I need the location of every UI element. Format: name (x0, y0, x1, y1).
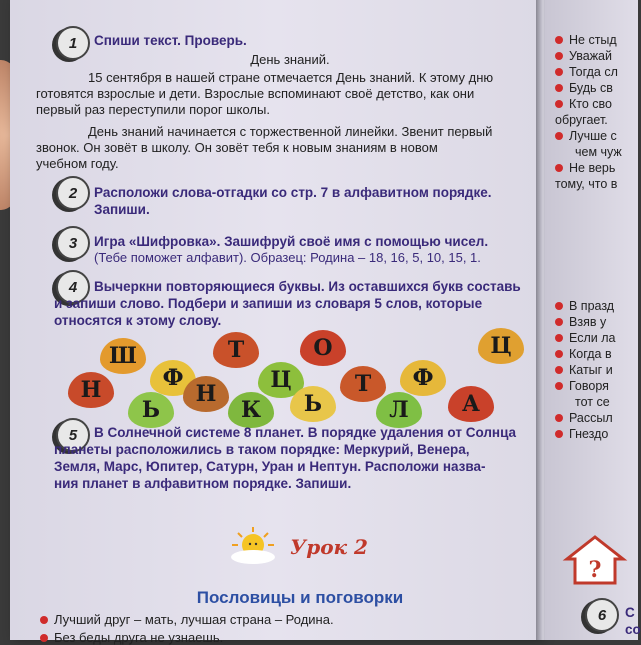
left-page (10, 0, 540, 645)
leaf: Т (340, 366, 386, 402)
leaf: Ш (100, 338, 146, 374)
text-line: звонок. Он зовёт в школу. Он зовёт тебя к новым знаниям в новом (36, 140, 438, 155)
task-heading: Игра «Шифровка». Зашифруй своё имя с помощью чисел. (94, 234, 489, 249)
proverb-item: Без беды друга не узнаешь. (40, 630, 223, 645)
task-heading: Запиши. (94, 202, 150, 217)
list-item: тот се (575, 395, 610, 409)
task-heading: относятся к этому слову. (54, 313, 222, 328)
task-heading: планеты расположились в таком порядке: Меркурий, Венера, (54, 442, 470, 457)
text-line: 15 сентября в нашей стране отмечается День знаний. К этому дню (88, 70, 494, 85)
leaf: Н (68, 372, 114, 408)
leaf: Ь (290, 386, 336, 422)
leaf: Ф (400, 360, 446, 396)
text-line: День знаний начинается с торжественной линейки. Звенит первый (88, 124, 493, 139)
text-line: первый раз переступили порог школы. (36, 102, 270, 117)
leaf: Ц (258, 362, 304, 398)
text-line: готовятся взрослые и дети. Взрослые вспоминают своё детство, как они (36, 86, 475, 101)
bullet-icon (40, 616, 48, 624)
list-item: обругает. (555, 113, 608, 127)
task-heading: со (625, 622, 641, 637)
list-item: Лучше с (555, 128, 622, 144)
list-item: Катыг и (555, 362, 615, 378)
task-number-badge: 1 (56, 26, 90, 60)
section-title: Пословицы и поговорки (196, 588, 404, 607)
task-number-badge: 6 (585, 598, 619, 632)
task-heading: В Солнечной системе 8 планет. В порядке удаления от Солнца (94, 425, 517, 440)
proverb-item: Лучший друг – мать, лучшая страна – Родина. (40, 612, 334, 627)
list-item: Кто сво (555, 96, 622, 112)
leaf: Л (376, 392, 422, 428)
task-number-badge: 2 (56, 176, 90, 210)
task-heading: С (625, 605, 635, 620)
leaf: Ь (128, 392, 174, 428)
leaf: Ф (150, 360, 196, 396)
task-heading: Расположи слова-отгадки со стр. 7 в алфавитном порядке. (94, 185, 492, 200)
list-item: Говоря (555, 378, 615, 394)
right-mid-list (555, 298, 615, 442)
task-heading: Вычеркни повторяющиеся буквы. Из оставшихся букв составь (94, 279, 521, 294)
list-item: В празд (555, 298, 615, 314)
bullet-icon (40, 634, 48, 642)
house-icon (565, 535, 625, 585)
task-text: (Тебе поможет алфавит). Образец: Родина – 18, 16, 5, 10, 15, 1. (94, 250, 481, 265)
list-item: Уважай (555, 48, 622, 64)
list-item: Не верь (555, 160, 622, 176)
leaf: А (448, 386, 494, 422)
leaf: Н (183, 376, 229, 412)
task-heading: и запиши слово. Подбери и запиши из словаря 5 слов, которые (54, 296, 483, 311)
task-number-badge: 5 (56, 418, 90, 452)
task-number-badge: 3 (56, 226, 90, 260)
list-item: Тогда сл (555, 64, 622, 80)
sun-cloud-icon (226, 525, 280, 565)
task-heading: ния планет в алфавитном порядке. Запиши. (54, 476, 352, 491)
task-heading: Земля, Марс, Юпитер, Сатурн, Уран и Нептун. Расположи назва- (54, 459, 486, 474)
task-heading: Спиши текст. Проверь. (94, 33, 247, 48)
text-title: День знаний. (250, 52, 330, 67)
list-item: чем чуж (575, 145, 622, 159)
lesson-title: Урок 2 (290, 535, 368, 559)
list-item: Будь св (555, 80, 622, 96)
list-item: Рассыл (555, 410, 615, 426)
list-item: тому, что в (555, 177, 618, 191)
list-item: Если ла (555, 330, 615, 346)
list-item: Когда в (555, 346, 615, 362)
list-item: Не стыд (555, 32, 622, 48)
leaf: О (300, 330, 346, 366)
svg-text:?: ? (588, 557, 602, 583)
leaf: К (228, 392, 274, 428)
right-page (545, 0, 641, 640)
task-number-badge: 4 (56, 270, 90, 304)
leaf: Т (213, 332, 259, 368)
leaf: Ц (478, 328, 524, 364)
list-item: Взяв у (555, 314, 615, 330)
right-top-list (555, 32, 622, 192)
text-line: учебном году. (36, 156, 119, 171)
list-item: Гнездо (555, 426, 615, 442)
letter-leaves (78, 330, 528, 435)
